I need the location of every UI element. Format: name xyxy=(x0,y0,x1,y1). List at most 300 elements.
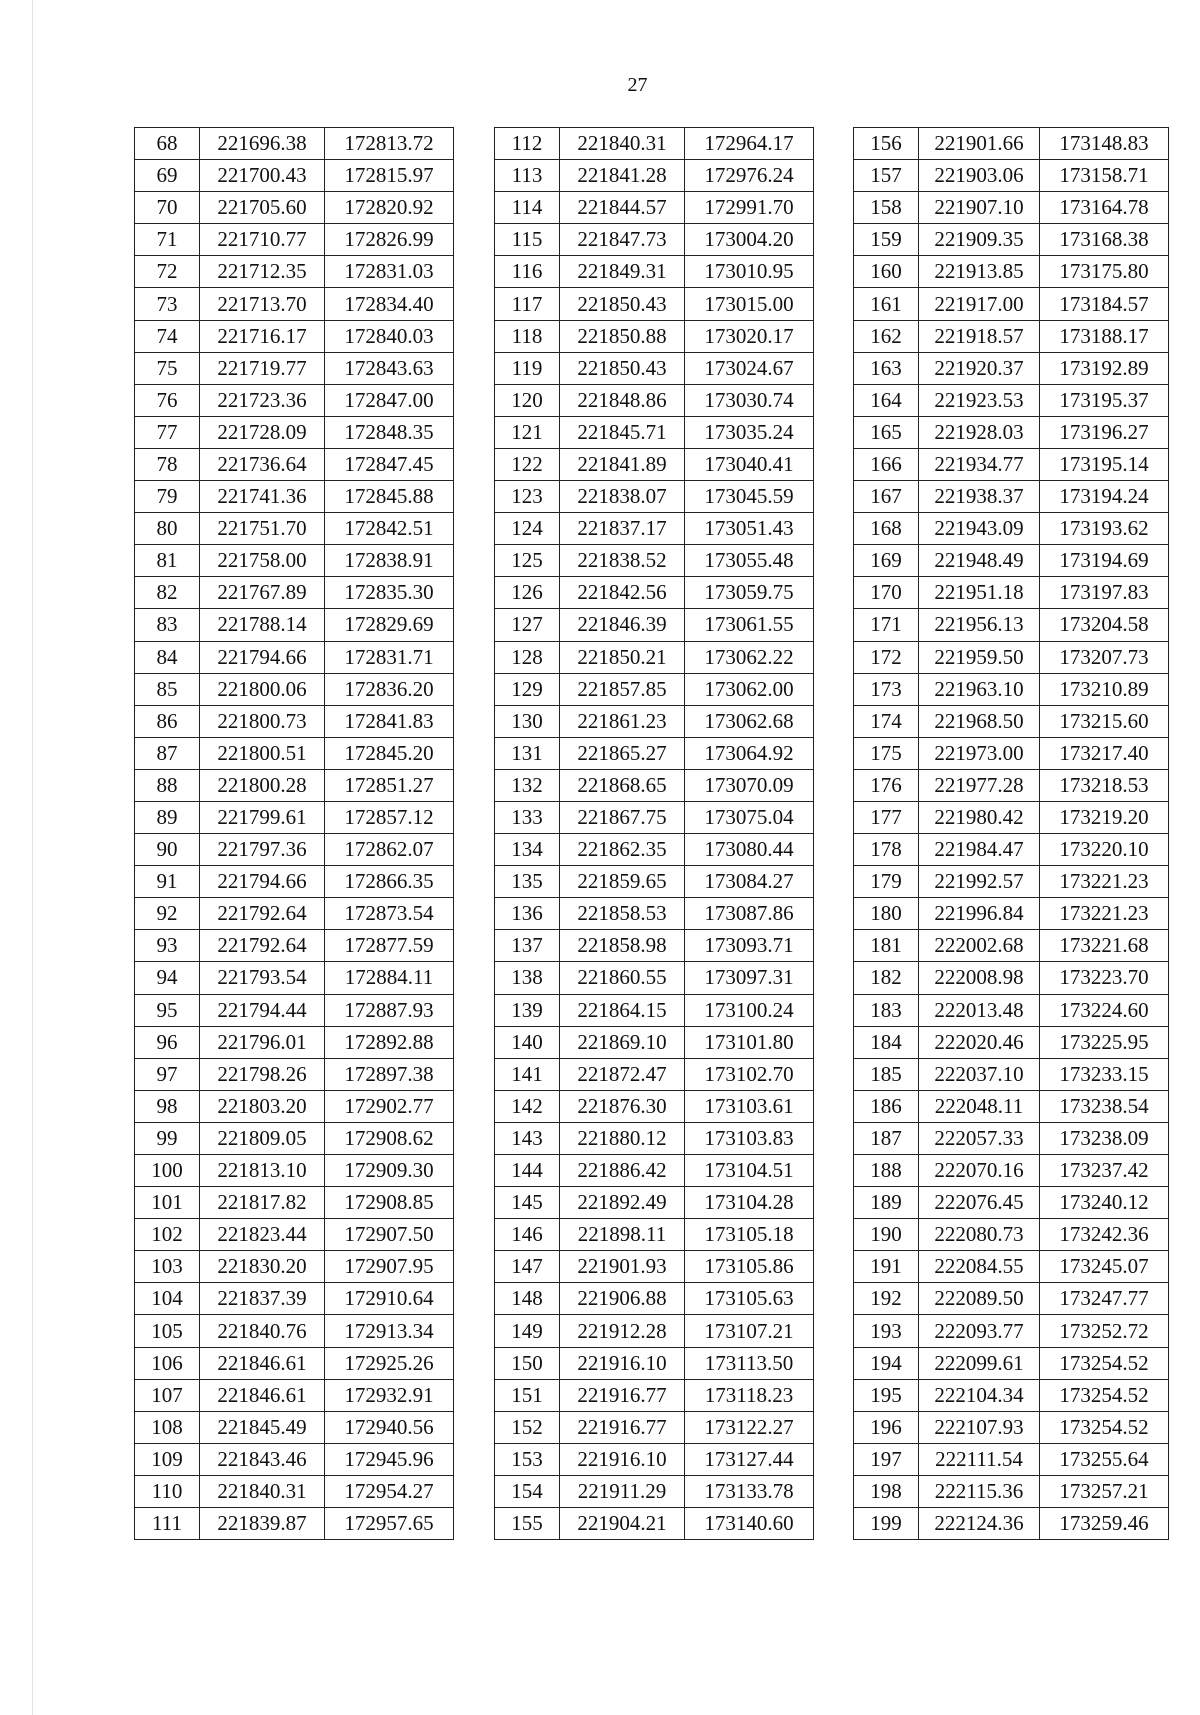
y-coordinate-cell: 173045.59 xyxy=(685,481,814,513)
y-coordinate-cell: 173059.75 xyxy=(685,577,814,609)
x-coordinate-cell: 221843.46 xyxy=(200,1443,325,1475)
y-coordinate-cell: 173218.53 xyxy=(1040,769,1169,801)
table-row xyxy=(854,930,1169,962)
x-coordinate-cell: 221800.73 xyxy=(200,705,325,737)
x-coordinate-cell: 221862.35 xyxy=(560,834,685,866)
point-number-cell: 127 xyxy=(495,609,560,641)
y-coordinate-cell: 173188.17 xyxy=(1040,320,1169,352)
table-row xyxy=(495,1508,814,1540)
y-coordinate-cell: 173104.51 xyxy=(685,1155,814,1187)
y-coordinate-cell: 172976.24 xyxy=(685,160,814,192)
point-number-cell: 181 xyxy=(854,930,919,962)
y-coordinate-cell: 172897.38 xyxy=(325,1058,454,1090)
y-coordinate-cell: 173223.70 xyxy=(1040,962,1169,994)
x-coordinate-cell: 221849.31 xyxy=(560,256,685,288)
y-coordinate-cell: 173257.21 xyxy=(1040,1475,1169,1507)
point-number-cell: 87 xyxy=(135,737,200,769)
x-coordinate-cell: 221840.31 xyxy=(200,1475,325,1507)
point-number-cell: 103 xyxy=(135,1251,200,1283)
point-number-cell: 77 xyxy=(135,416,200,448)
point-number-cell: 184 xyxy=(854,1026,919,1058)
x-coordinate-cell: 221800.51 xyxy=(200,737,325,769)
point-number-cell: 136 xyxy=(495,898,560,930)
y-coordinate-cell: 173220.10 xyxy=(1040,834,1169,866)
point-number-cell: 180 xyxy=(854,898,919,930)
point-number-cell: 131 xyxy=(495,737,560,769)
point-number-cell: 70 xyxy=(135,192,200,224)
x-coordinate-cell: 221792.64 xyxy=(200,898,325,930)
point-number-cell: 81 xyxy=(135,545,200,577)
table-row xyxy=(495,1058,814,1090)
y-coordinate-cell: 172964.17 xyxy=(685,128,814,160)
point-number-cell: 170 xyxy=(854,577,919,609)
y-coordinate-cell: 173242.36 xyxy=(1040,1219,1169,1251)
y-coordinate-cell: 172910.64 xyxy=(325,1283,454,1315)
table-row xyxy=(135,224,454,256)
y-coordinate-cell: 173105.63 xyxy=(685,1283,814,1315)
table-row xyxy=(854,1347,1169,1379)
x-coordinate-cell: 221838.52 xyxy=(560,545,685,577)
point-number-cell: 156 xyxy=(854,128,919,160)
x-coordinate-cell: 221968.50 xyxy=(919,705,1040,737)
table-row xyxy=(854,673,1169,705)
point-number-cell: 82 xyxy=(135,577,200,609)
x-coordinate-cell: 222107.93 xyxy=(919,1411,1040,1443)
y-coordinate-cell: 173237.42 xyxy=(1040,1155,1169,1187)
table-row xyxy=(854,320,1169,352)
table-row xyxy=(854,1475,1169,1507)
point-number-cell: 196 xyxy=(854,1411,919,1443)
table-row xyxy=(495,224,814,256)
table-row xyxy=(854,128,1169,160)
point-number-cell: 142 xyxy=(495,1090,560,1122)
x-coordinate-cell: 221700.43 xyxy=(200,160,325,192)
table-row xyxy=(135,1251,454,1283)
table-row xyxy=(135,705,454,737)
x-coordinate-cell: 221876.30 xyxy=(560,1090,685,1122)
x-coordinate-cell: 221823.44 xyxy=(200,1219,325,1251)
point-number-cell: 84 xyxy=(135,641,200,673)
table-row xyxy=(135,256,454,288)
y-coordinate-cell: 172815.97 xyxy=(325,160,454,192)
point-number-cell: 169 xyxy=(854,545,919,577)
y-coordinate-cell: 173224.60 xyxy=(1040,994,1169,1026)
y-coordinate-cell: 172913.34 xyxy=(325,1315,454,1347)
y-coordinate-cell: 172908.62 xyxy=(325,1122,454,1154)
table-row xyxy=(495,1187,814,1219)
table-row xyxy=(854,705,1169,737)
point-number-cell: 102 xyxy=(135,1219,200,1251)
x-coordinate-cell: 221794.66 xyxy=(200,641,325,673)
y-coordinate-cell: 173024.67 xyxy=(685,352,814,384)
y-coordinate-cell: 173195.14 xyxy=(1040,448,1169,480)
table-row xyxy=(854,1411,1169,1443)
y-coordinate-cell: 173164.78 xyxy=(1040,192,1169,224)
table-row xyxy=(495,320,814,352)
point-number-cell: 91 xyxy=(135,866,200,898)
table-row xyxy=(135,866,454,898)
y-coordinate-cell: 173215.60 xyxy=(1040,705,1169,737)
x-coordinate-cell: 221984.47 xyxy=(919,834,1040,866)
y-coordinate-cell: 173221.23 xyxy=(1040,866,1169,898)
point-number-cell: 186 xyxy=(854,1090,919,1122)
x-coordinate-cell: 221728.09 xyxy=(200,416,325,448)
table-row xyxy=(135,384,454,416)
x-coordinate-cell: 221798.26 xyxy=(200,1058,325,1090)
table-row xyxy=(495,705,814,737)
point-number-cell: 126 xyxy=(495,577,560,609)
table-row xyxy=(495,801,814,833)
y-coordinate-cell: 172831.71 xyxy=(325,641,454,673)
y-coordinate-cell: 172843.63 xyxy=(325,352,454,384)
x-coordinate-cell: 221830.20 xyxy=(200,1251,325,1283)
y-coordinate-cell: 172841.83 xyxy=(325,705,454,737)
point-number-cell: 122 xyxy=(495,448,560,480)
point-number-cell: 85 xyxy=(135,673,200,705)
table-row xyxy=(854,1283,1169,1315)
x-coordinate-cell: 221869.10 xyxy=(560,1026,685,1058)
y-coordinate-cell: 173097.31 xyxy=(685,962,814,994)
y-coordinate-cell: 173084.27 xyxy=(685,866,814,898)
table-row xyxy=(495,641,814,673)
y-coordinate-cell: 173104.28 xyxy=(685,1187,814,1219)
x-coordinate-cell: 221864.15 xyxy=(560,994,685,1026)
x-coordinate-cell: 221841.28 xyxy=(560,160,685,192)
x-coordinate-cell: 221723.36 xyxy=(200,384,325,416)
y-coordinate-cell: 173254.52 xyxy=(1040,1347,1169,1379)
table-row xyxy=(495,416,814,448)
table-row xyxy=(135,1411,454,1443)
x-coordinate-cell: 221792.64 xyxy=(200,930,325,962)
x-coordinate-cell: 221867.75 xyxy=(560,801,685,833)
table-row xyxy=(495,128,814,160)
point-number-cell: 167 xyxy=(854,481,919,513)
table-row xyxy=(854,256,1169,288)
y-coordinate-cell: 173210.89 xyxy=(1040,673,1169,705)
point-number-cell: 133 xyxy=(495,801,560,833)
y-coordinate-cell: 172813.72 xyxy=(325,128,454,160)
table-row xyxy=(135,1219,454,1251)
point-number-cell: 141 xyxy=(495,1058,560,1090)
y-coordinate-cell: 173184.57 xyxy=(1040,288,1169,320)
table-row xyxy=(495,352,814,384)
y-coordinate-cell: 173175.80 xyxy=(1040,256,1169,288)
y-coordinate-cell: 173240.12 xyxy=(1040,1187,1169,1219)
y-coordinate-cell: 173035.24 xyxy=(685,416,814,448)
x-coordinate-cell: 221846.39 xyxy=(560,609,685,641)
x-coordinate-cell: 221858.53 xyxy=(560,898,685,930)
point-number-cell: 173 xyxy=(854,673,919,705)
point-number-cell: 145 xyxy=(495,1187,560,1219)
y-coordinate-cell: 173030.74 xyxy=(685,384,814,416)
point-number-cell: 153 xyxy=(495,1443,560,1475)
table-row xyxy=(495,384,814,416)
y-coordinate-cell: 173118.23 xyxy=(685,1379,814,1411)
point-number-cell: 89 xyxy=(135,801,200,833)
point-number-cell: 144 xyxy=(495,1155,560,1187)
table-row xyxy=(135,994,454,1026)
table-row xyxy=(854,352,1169,384)
x-coordinate-cell: 221800.28 xyxy=(200,769,325,801)
y-coordinate-cell: 173107.21 xyxy=(685,1315,814,1347)
x-coordinate-cell: 221796.01 xyxy=(200,1026,325,1058)
table-row xyxy=(854,1379,1169,1411)
coordinate-table-2 xyxy=(494,127,814,1540)
point-number-cell: 157 xyxy=(854,160,919,192)
x-coordinate-cell: 221907.10 xyxy=(919,192,1040,224)
y-coordinate-cell: 172902.77 xyxy=(325,1090,454,1122)
point-number-cell: 98 xyxy=(135,1090,200,1122)
table-row xyxy=(854,1443,1169,1475)
table-row xyxy=(495,866,814,898)
y-coordinate-cell: 173102.70 xyxy=(685,1058,814,1090)
y-coordinate-cell: 172840.03 xyxy=(325,320,454,352)
y-coordinate-cell: 172884.11 xyxy=(325,962,454,994)
point-number-cell: 97 xyxy=(135,1058,200,1090)
point-number-cell: 73 xyxy=(135,288,200,320)
table-row xyxy=(854,801,1169,833)
point-number-cell: 162 xyxy=(854,320,919,352)
table-row xyxy=(854,1219,1169,1251)
table-row xyxy=(495,481,814,513)
point-number-cell: 120 xyxy=(495,384,560,416)
point-number-cell: 190 xyxy=(854,1219,919,1251)
table-row xyxy=(135,1508,454,1540)
x-coordinate-cell: 222111.54 xyxy=(919,1443,1040,1475)
point-number-cell: 177 xyxy=(854,801,919,833)
x-coordinate-cell: 221865.27 xyxy=(560,737,685,769)
x-coordinate-cell: 221758.00 xyxy=(200,545,325,577)
point-number-cell: 78 xyxy=(135,448,200,480)
table-row xyxy=(854,866,1169,898)
point-number-cell: 111 xyxy=(135,1508,200,1540)
point-number-cell: 92 xyxy=(135,898,200,930)
y-coordinate-cell: 173245.07 xyxy=(1040,1251,1169,1283)
x-coordinate-cell: 222080.73 xyxy=(919,1219,1040,1251)
table-row xyxy=(854,834,1169,866)
y-coordinate-cell: 173221.68 xyxy=(1040,930,1169,962)
x-coordinate-cell: 222002.68 xyxy=(919,930,1040,962)
point-number-cell: 124 xyxy=(495,513,560,545)
table-row xyxy=(495,577,814,609)
table-row xyxy=(495,288,814,320)
x-coordinate-cell: 221839.87 xyxy=(200,1508,325,1540)
y-coordinate-cell: 172848.35 xyxy=(325,416,454,448)
point-number-cell: 159 xyxy=(854,224,919,256)
table-row xyxy=(854,513,1169,545)
table-row xyxy=(854,192,1169,224)
y-coordinate-cell: 173062.68 xyxy=(685,705,814,737)
table-row xyxy=(135,128,454,160)
y-coordinate-cell: 173101.80 xyxy=(685,1026,814,1058)
x-coordinate-cell: 221767.89 xyxy=(200,577,325,609)
table-row xyxy=(135,898,454,930)
point-number-cell: 114 xyxy=(495,192,560,224)
x-coordinate-cell: 221901.93 xyxy=(560,1251,685,1283)
point-number-cell: 179 xyxy=(854,866,919,898)
point-number-cell: 150 xyxy=(495,1347,560,1379)
table-row xyxy=(495,1090,814,1122)
x-coordinate-cell: 221917.00 xyxy=(919,288,1040,320)
x-coordinate-cell: 221980.42 xyxy=(919,801,1040,833)
table-row xyxy=(135,577,454,609)
table-row xyxy=(854,737,1169,769)
x-coordinate-cell: 221920.37 xyxy=(919,352,1040,384)
x-coordinate-cell: 222008.98 xyxy=(919,962,1040,994)
x-coordinate-cell: 222057.33 xyxy=(919,1122,1040,1154)
table-row xyxy=(854,609,1169,641)
point-number-cell: 112 xyxy=(495,128,560,160)
table-row xyxy=(135,481,454,513)
table-row xyxy=(135,769,454,801)
point-number-cell: 110 xyxy=(135,1475,200,1507)
x-coordinate-cell: 221846.61 xyxy=(200,1347,325,1379)
x-coordinate-cell: 221859.65 xyxy=(560,866,685,898)
point-number-cell: 174 xyxy=(854,705,919,737)
table-row xyxy=(495,1026,814,1058)
table-row xyxy=(854,1315,1169,1347)
point-number-cell: 118 xyxy=(495,320,560,352)
table-row xyxy=(495,1443,814,1475)
y-coordinate-cell: 173259.46 xyxy=(1040,1508,1169,1540)
table-row xyxy=(135,641,454,673)
table-row xyxy=(495,930,814,962)
table-row xyxy=(495,1219,814,1251)
table-row xyxy=(854,288,1169,320)
y-coordinate-cell: 173070.09 xyxy=(685,769,814,801)
y-coordinate-cell: 173087.86 xyxy=(685,898,814,930)
point-number-cell: 135 xyxy=(495,866,560,898)
x-coordinate-cell: 221837.39 xyxy=(200,1283,325,1315)
x-coordinate-cell: 221948.49 xyxy=(919,545,1040,577)
x-coordinate-cell: 221719.77 xyxy=(200,352,325,384)
x-coordinate-cell: 221904.21 xyxy=(560,1508,685,1540)
y-coordinate-cell: 173238.09 xyxy=(1040,1122,1169,1154)
point-number-cell: 132 xyxy=(495,769,560,801)
point-number-cell: 104 xyxy=(135,1283,200,1315)
point-number-cell: 107 xyxy=(135,1379,200,1411)
x-coordinate-cell: 221850.88 xyxy=(560,320,685,352)
coordinate-table-3 xyxy=(853,127,1169,1540)
y-coordinate-cell: 172909.30 xyxy=(325,1155,454,1187)
table-row xyxy=(135,288,454,320)
table-row xyxy=(854,1058,1169,1090)
point-number-cell: 113 xyxy=(495,160,560,192)
point-number-cell: 129 xyxy=(495,673,560,705)
y-coordinate-cell: 173238.54 xyxy=(1040,1090,1169,1122)
point-number-cell: 75 xyxy=(135,352,200,384)
x-coordinate-cell: 221860.55 xyxy=(560,962,685,994)
table-row xyxy=(135,1315,454,1347)
point-number-cell: 199 xyxy=(854,1508,919,1540)
table-row xyxy=(135,834,454,866)
y-coordinate-cell: 172845.20 xyxy=(325,737,454,769)
y-coordinate-cell: 173133.78 xyxy=(685,1475,814,1507)
x-coordinate-cell: 221797.36 xyxy=(200,834,325,866)
table-row xyxy=(854,769,1169,801)
point-number-cell: 125 xyxy=(495,545,560,577)
table-row xyxy=(854,577,1169,609)
point-number-cell: 106 xyxy=(135,1347,200,1379)
x-coordinate-cell: 221800.06 xyxy=(200,673,325,705)
point-number-cell: 117 xyxy=(495,288,560,320)
x-coordinate-cell: 221903.06 xyxy=(919,160,1040,192)
table-row xyxy=(854,641,1169,673)
y-coordinate-cell: 173103.61 xyxy=(685,1090,814,1122)
table-row xyxy=(135,1058,454,1090)
table-row xyxy=(854,448,1169,480)
x-coordinate-cell: 221892.49 xyxy=(560,1187,685,1219)
table-row xyxy=(854,1122,1169,1154)
table-row xyxy=(495,1475,814,1507)
point-number-cell: 192 xyxy=(854,1283,919,1315)
point-number-cell: 188 xyxy=(854,1155,919,1187)
table-row xyxy=(135,1379,454,1411)
table-row xyxy=(495,1315,814,1347)
x-coordinate-cell: 221901.66 xyxy=(919,128,1040,160)
x-coordinate-cell: 221886.42 xyxy=(560,1155,685,1187)
y-coordinate-cell: 173252.72 xyxy=(1040,1315,1169,1347)
table-row xyxy=(495,1283,814,1315)
table-row xyxy=(854,994,1169,1026)
point-number-cell: 128 xyxy=(495,641,560,673)
y-coordinate-cell: 173148.83 xyxy=(1040,128,1169,160)
y-coordinate-cell: 173040.41 xyxy=(685,448,814,480)
y-coordinate-cell: 172945.96 xyxy=(325,1443,454,1475)
point-number-cell: 183 xyxy=(854,994,919,1026)
x-coordinate-cell: 221963.10 xyxy=(919,673,1040,705)
point-number-cell: 80 xyxy=(135,513,200,545)
x-coordinate-cell: 221909.35 xyxy=(919,224,1040,256)
y-coordinate-cell: 173217.40 xyxy=(1040,737,1169,769)
y-coordinate-cell: 173195.37 xyxy=(1040,384,1169,416)
x-coordinate-cell: 221943.09 xyxy=(919,513,1040,545)
table-row xyxy=(495,834,814,866)
y-coordinate-cell: 173062.00 xyxy=(685,673,814,705)
x-coordinate-cell: 221845.71 xyxy=(560,416,685,448)
x-coordinate-cell: 221959.50 xyxy=(919,641,1040,673)
y-coordinate-cell: 173010.95 xyxy=(685,256,814,288)
y-coordinate-cell: 172838.91 xyxy=(325,545,454,577)
point-number-cell: 115 xyxy=(495,224,560,256)
point-number-cell: 143 xyxy=(495,1122,560,1154)
point-number-cell: 95 xyxy=(135,994,200,1026)
x-coordinate-cell: 221809.05 xyxy=(200,1122,325,1154)
x-coordinate-cell: 221898.11 xyxy=(560,1219,685,1251)
y-coordinate-cell: 173254.52 xyxy=(1040,1379,1169,1411)
y-coordinate-cell: 172907.95 xyxy=(325,1251,454,1283)
table-row xyxy=(854,1026,1169,1058)
point-number-cell: 163 xyxy=(854,352,919,384)
table-row xyxy=(854,1187,1169,1219)
point-number-cell: 160 xyxy=(854,256,919,288)
y-coordinate-cell: 172892.88 xyxy=(325,1026,454,1058)
x-coordinate-cell: 221799.61 xyxy=(200,801,325,833)
table-row xyxy=(135,1347,454,1379)
point-number-cell: 168 xyxy=(854,513,919,545)
x-coordinate-cell: 221850.43 xyxy=(560,288,685,320)
point-number-cell: 139 xyxy=(495,994,560,1026)
point-number-cell: 99 xyxy=(135,1122,200,1154)
x-coordinate-cell: 221911.29 xyxy=(560,1475,685,1507)
y-coordinate-cell: 173192.89 xyxy=(1040,352,1169,384)
x-coordinate-cell: 222104.34 xyxy=(919,1379,1040,1411)
y-coordinate-cell: 173197.83 xyxy=(1040,577,1169,609)
y-coordinate-cell: 173004.20 xyxy=(685,224,814,256)
point-number-cell: 109 xyxy=(135,1443,200,1475)
table-row xyxy=(854,898,1169,930)
x-coordinate-cell: 221872.47 xyxy=(560,1058,685,1090)
